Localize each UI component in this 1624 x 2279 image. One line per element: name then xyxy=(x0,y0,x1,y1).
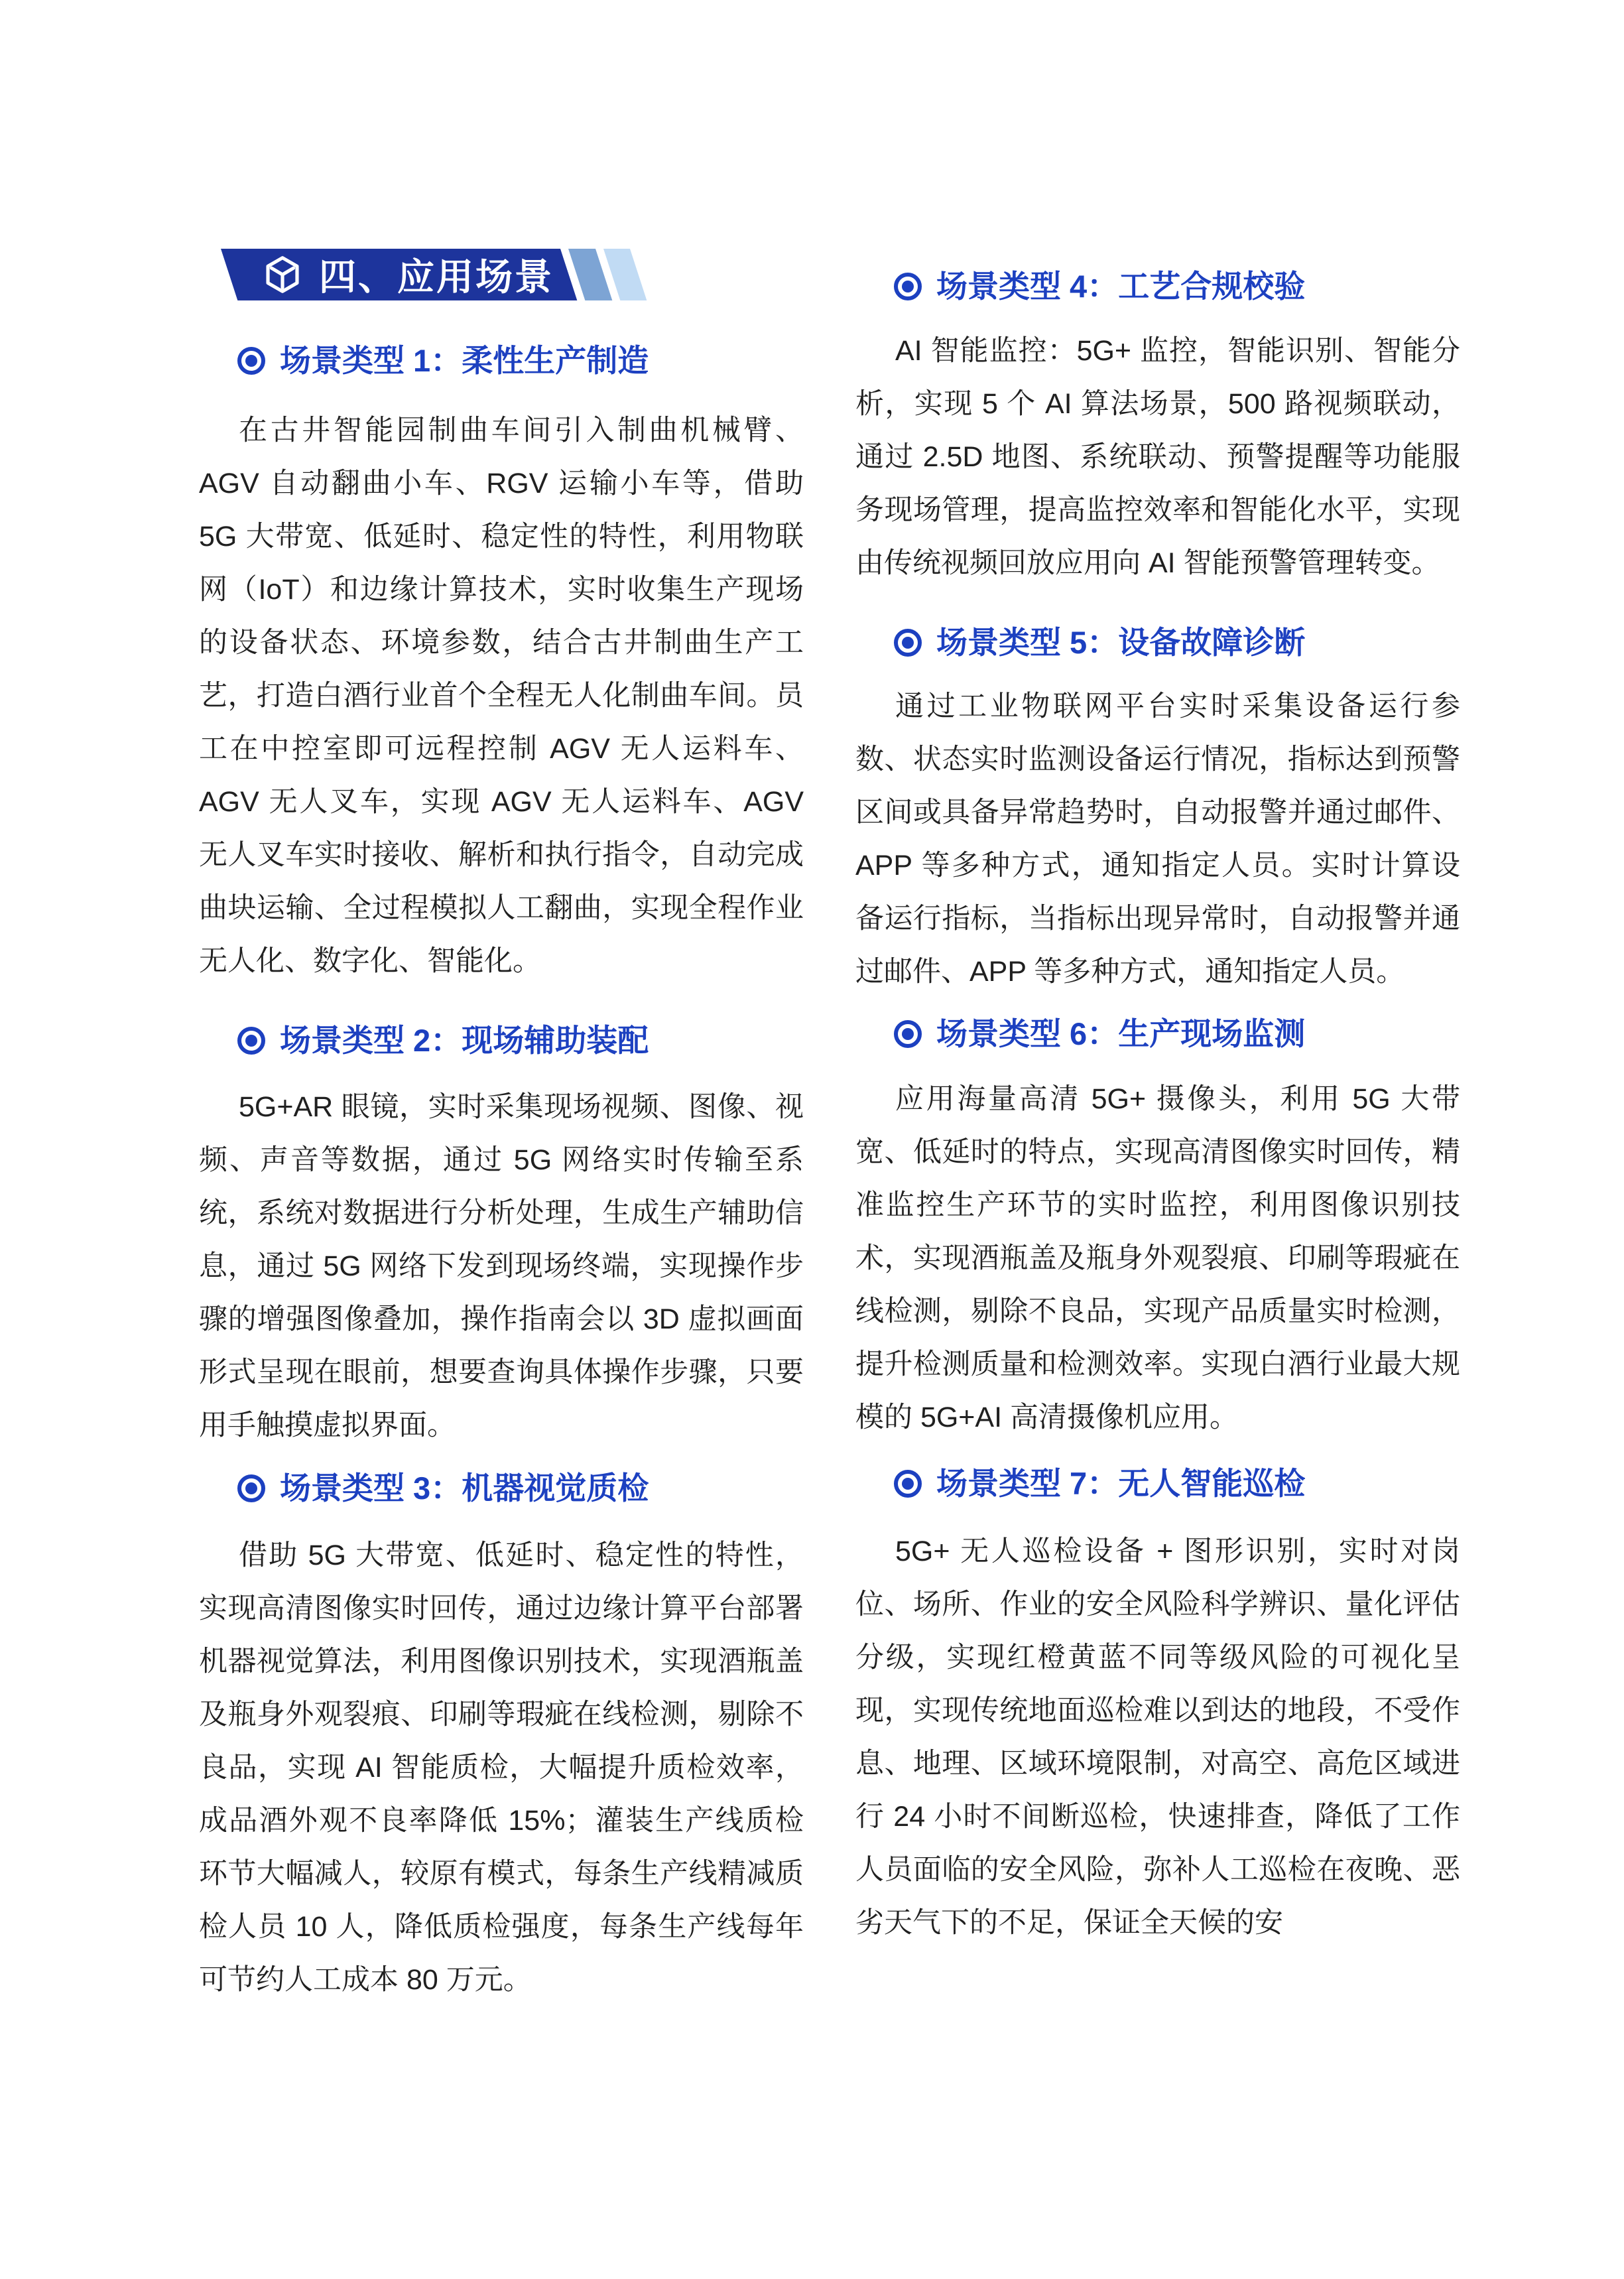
scene-heading-3 xyxy=(199,1472,804,1504)
column-right xyxy=(855,0,1460,1949)
scene-paragraph-4: AI 智能监控：5G+ 监控，智能识别、智能分析，实现 5 个 AI 算法场景，500 路视频联动，通过 2.5D 地图、系统联动、预警提醒等功能服务现场管理，提高监控效率和智能化水平，实现由传统视频回放应用向 AI 智能预警管理转变。 xyxy=(855,335,1460,579)
target-bullet-icon xyxy=(894,1470,922,1498)
scene-heading-7 xyxy=(855,1468,1460,1500)
scene-heading-5 xyxy=(855,627,1460,659)
target-bullet-icon xyxy=(894,629,922,657)
target-bullet-icon xyxy=(237,1027,265,1055)
scene-heading-text: 场景类型 6：生产现场监测 xyxy=(936,1016,1306,1051)
scene-heading-text: 场景类型 4：工艺合规校验 xyxy=(936,269,1306,304)
scene-paragraph-2: 5G+AR 眼镜，实时采集现场视频、图像、视频、声音等数据，通过 5G 网络实时传输至系统，系统对数据进行分析处理，生成生产辅助信息，通过 5G 网络下发到现场终端，实现操作步骤的增强图像叠加，操作指南会以 3D 虚拟画面形式呈现在眼前，想要查询具体操作步骤，只要用手触摸虚拟界面。 xyxy=(199,1091,804,1441)
target-bullet-icon xyxy=(894,1020,922,1048)
scene-paragraph-6: 应用海量高清 5G+ 摄像头，利用 5G 大带宽、低延时的特点，实现高清图像实时回传，精准监控生产环节的实时监控，利用图像识别技术，实现酒瓶盖及瓶身外观裂痕、印刷等瑕疵在线检测，剔除不良品，实现产品质量实时检测，提升检测质量和检测效率。实现白酒行业最大规模的 5G+AI 高清摄像机应用。 xyxy=(855,1083,1460,1433)
scene-heading-4 xyxy=(855,271,1460,302)
scene-heading-text: 场景类型 3：机器视觉质检 xyxy=(280,1470,649,1506)
scene-heading-text: 场景类型 2：现场辅助装配 xyxy=(280,1023,649,1058)
target-bullet-icon xyxy=(237,347,265,375)
column-left xyxy=(199,0,804,2006)
scene-paragraph-3: 借助 5G 大带宽、低延时、稳定性的特性，实现高清图像实时回传，通过边缘计算平台部署机器视觉算法，利用图像识别技术，实现酒瓶盖及瓶身外观裂痕、印刷等瑕疵在线检测，剔除不良品，实现 AI 智能质检，大幅提升质检效率，成品酒外观不良率降低 15%；灌装生产线质检环节大幅减人，较原有模式，每条生产线精减质检人员 10 人，降低质检强度，每条生产线每年可节约人工成本 80 万元。 xyxy=(199,1539,804,1996)
scene-heading-2 xyxy=(199,1025,804,1057)
scene-paragraph-1: 在古井智能园制曲车间引入制曲机械臂、AGV 自动翻曲小车、RGV 运输小车等，借助 5G 大带宽、低延时、稳定性的特性，利用物联网（IoT）和边缘计算技术，实时收集生产现场的设备状态、环境参数，结合古井制曲生产工艺，打造白酒行业首个全程无人化制曲车间。员工在中控室即可远程控制 AGV 无人运料车、AGV 无人叉车，实现 AGV 无人运料车、AGV 无人叉车实时接收、解析和执行指令，自动完成曲块运输、全过程模拟人工翻曲，实现全程作业无人化、数字化、智能化。 xyxy=(199,415,804,977)
scene-heading-text: 场景类型 5：设备故障诊断 xyxy=(936,625,1306,660)
target-bullet-icon xyxy=(237,1474,265,1502)
section-title: 四、应用场景 xyxy=(319,257,554,298)
scene-heading-text: 场景类型 7：无人智能巡检 xyxy=(936,1466,1306,1501)
target-bullet-icon xyxy=(894,273,922,300)
scene-heading-text: 场景类型 1：柔性生产制造 xyxy=(280,343,649,378)
scene-heading-6 xyxy=(855,1018,1460,1050)
scene-heading-1 xyxy=(199,345,804,377)
scene-paragraph-7: 5G+ 无人巡检设备 + 图形识别，实时对岗位、场所、作业的安全风险科学辨识、量化评估分级，实现红橙黄蓝不同等级风险的可视化呈现，实现传统地面巡检难以到达的地段，不受作息、地理、区域环境限制，对高空、高危区域进行 24 小时不间断巡检，快速排查，降低了工作人员面临的安全风险，弥补人工巡检在夜晚、恶劣天气下的不足，保证全天候的安 xyxy=(855,1535,1460,1939)
scene-paragraph-5: 通过工业物联网平台实时采集设备运行参数、状态实时监测设备运行情况，指标达到预警区间或具备异常趋势时，自动报警并通过邮件、APP 等多种方式，通知指定人员。实时计算设备运行指标，当指标出现异常时，自动报警并通过邮件、APP 等多种方式，通知指定人员。 xyxy=(855,690,1460,988)
